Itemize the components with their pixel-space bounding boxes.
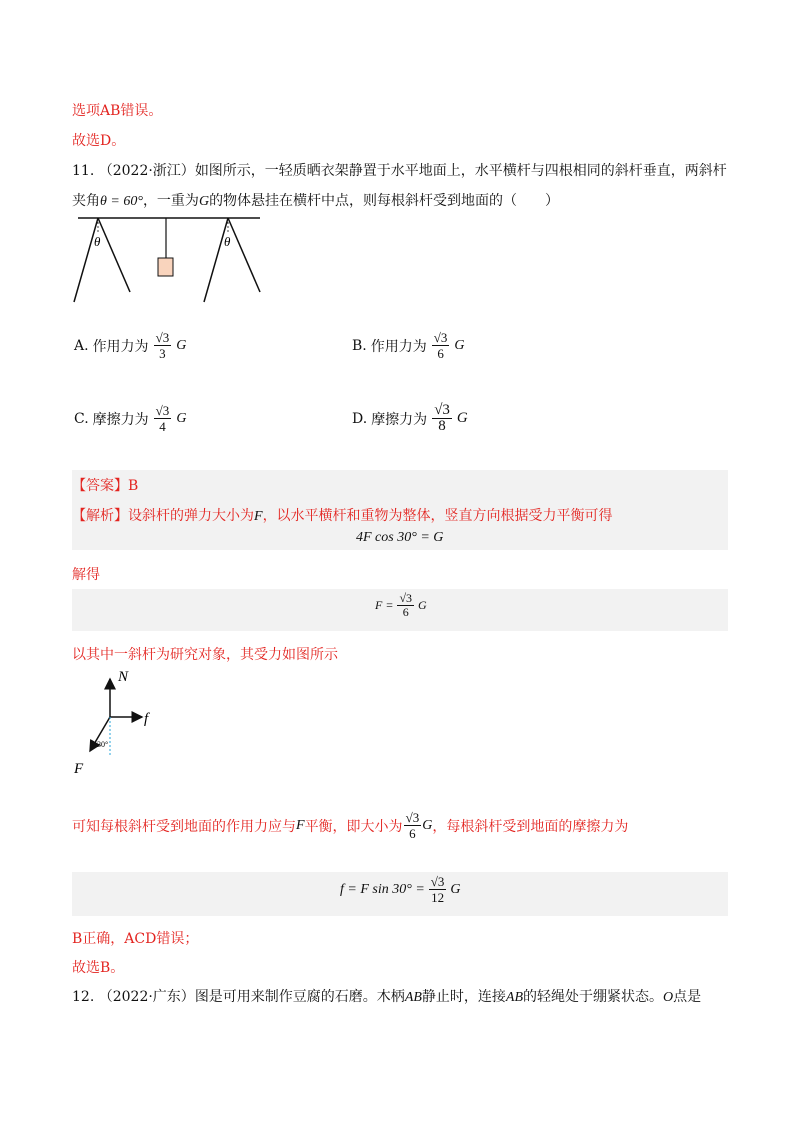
hanging-weight: [158, 258, 173, 276]
eq3-lhs: f = F sin 30° =: [340, 881, 425, 897]
q12-line: [72, 986, 701, 1006]
option-b-fraction: $\frac{√3}{6}$: [433, 330, 448, 361]
option-a-letter: A.: [74, 337, 89, 354]
eq2-lhs: F =: [375, 598, 394, 612]
option-c-fraction: $\frac{√3}{4}$: [155, 403, 170, 434]
solve-label: 解得: [72, 567, 100, 583]
concl-f: F: [296, 817, 305, 833]
eq2-fraction: $\frac{√3}{6}$: [399, 591, 413, 619]
option-b-g: G: [454, 337, 465, 353]
q11-text-2b: ，一重为: [142, 193, 199, 209]
eq2-g: G: [418, 598, 427, 612]
concl-text-b: 平衡，即大小为: [304, 818, 403, 835]
choose-line: 故选B。: [72, 960, 125, 976]
option-b-text: 作用力为: [370, 338, 427, 355]
conclusion-line: [72, 810, 628, 841]
analysis-label: 【解析】: [72, 508, 128, 524]
q12-o: O: [663, 990, 674, 1005]
label-n: N: [118, 669, 129, 685]
option-a-fraction: $\frac{√3}{3}$: [155, 330, 170, 361]
label-f-friction: f: [144, 711, 149, 727]
answer-label: 【答案】B: [72, 478, 139, 494]
concl-g: G: [422, 817, 433, 833]
clothes-rack-figure: [70, 212, 270, 308]
q12-text-d: 点是: [673, 989, 702, 1005]
equation-2: [375, 592, 427, 619]
option-b-letter: B.: [352, 337, 367, 354]
equation-1: 4F cos 30° = G: [356, 530, 444, 545]
q12-ab-1: AB: [404, 990, 422, 1005]
option-c[interactable]: [74, 403, 186, 434]
option-a[interactable]: [74, 330, 186, 361]
concl-text-a: 可知每根斜杆受到地面的作用力应与: [72, 818, 296, 835]
q11-number: 11.: [72, 163, 95, 179]
intro-line-1: 选项AB错误。: [72, 103, 163, 119]
option-a-text: 作用力为: [92, 338, 149, 355]
force-diagram: [70, 665, 180, 780]
q12-number: 12.: [72, 989, 95, 1005]
option-d-text: 摩擦力为: [371, 411, 428, 428]
q11-g: G: [198, 194, 210, 209]
option-a-g: G: [176, 337, 187, 353]
option-c-letter: C.: [74, 410, 89, 427]
theta-label-right: θ: [224, 234, 231, 249]
right-leg-2: [228, 218, 260, 292]
analysis-text-b: ，以水平横杆和重物为整体，竖直方向根据受力平衡可得: [262, 508, 613, 524]
q12-text-c: 的轻绳处于绷紧状态。: [523, 989, 664, 1005]
option-d[interactable]: [352, 403, 468, 434]
concl-text-c: ，每根斜杆受到地面的摩擦力为: [432, 818, 629, 835]
option-c-g: G: [176, 410, 187, 426]
q12-text-b: 静止时，连接: [421, 989, 506, 1005]
q11-text-1: 如图所示，一轻质晒衣架静置于水平地面上，水平横杆与四根相同的斜杆垂直，两斜杆: [194, 163, 727, 179]
intro-line-2: 故选D。: [72, 133, 126, 149]
angle-label: 30°: [97, 740, 109, 749]
analysis-f: F: [254, 509, 263, 524]
concl-fraction: $\frac{√3}{6}$: [405, 810, 420, 841]
q11-source: （2022·浙江）: [98, 163, 195, 179]
theta-label-left: θ: [94, 234, 101, 249]
right-leg-1: [204, 218, 228, 302]
analysis-text-a: 设斜杆的弹力大小为: [128, 508, 254, 524]
left-leg-1: [74, 218, 98, 302]
q11-line-1: [72, 160, 727, 180]
q12-text-a: 图是可用来制作豆腐的石磨。木柄: [194, 989, 405, 1005]
label-f-force: F: [74, 761, 84, 777]
q12-ab-2: AB: [505, 990, 524, 1005]
option-d-g: G: [456, 410, 468, 426]
eq3-g: G: [450, 881, 461, 897]
option-d-letter: D.: [352, 410, 368, 427]
eq3-fraction: $\frac{√3}{12}$: [430, 874, 445, 905]
study-line: 以其中一斜杆为研究对象，其受力如图所示: [72, 647, 338, 663]
option-b[interactable]: [352, 330, 465, 361]
q11-text-2a: 夹角: [72, 193, 100, 209]
option-c-text: 摩擦力为: [92, 411, 149, 428]
q11-line-2: [72, 190, 559, 210]
result-line: B正确，ACD错误；: [72, 931, 199, 947]
equation-3: [340, 874, 461, 905]
q12-source: （2022·广东）: [98, 989, 195, 1005]
left-leg-2: [98, 218, 130, 292]
q11-text-2c: 的物体悬挂在横杆中点，则每根斜杆受到地面的（ ）: [209, 193, 560, 209]
option-d-fraction: $\frac{√3}{8}$: [434, 402, 450, 434]
analysis-line: [72, 505, 613, 525]
q11-theta-math: θ = 60°: [100, 194, 143, 209]
